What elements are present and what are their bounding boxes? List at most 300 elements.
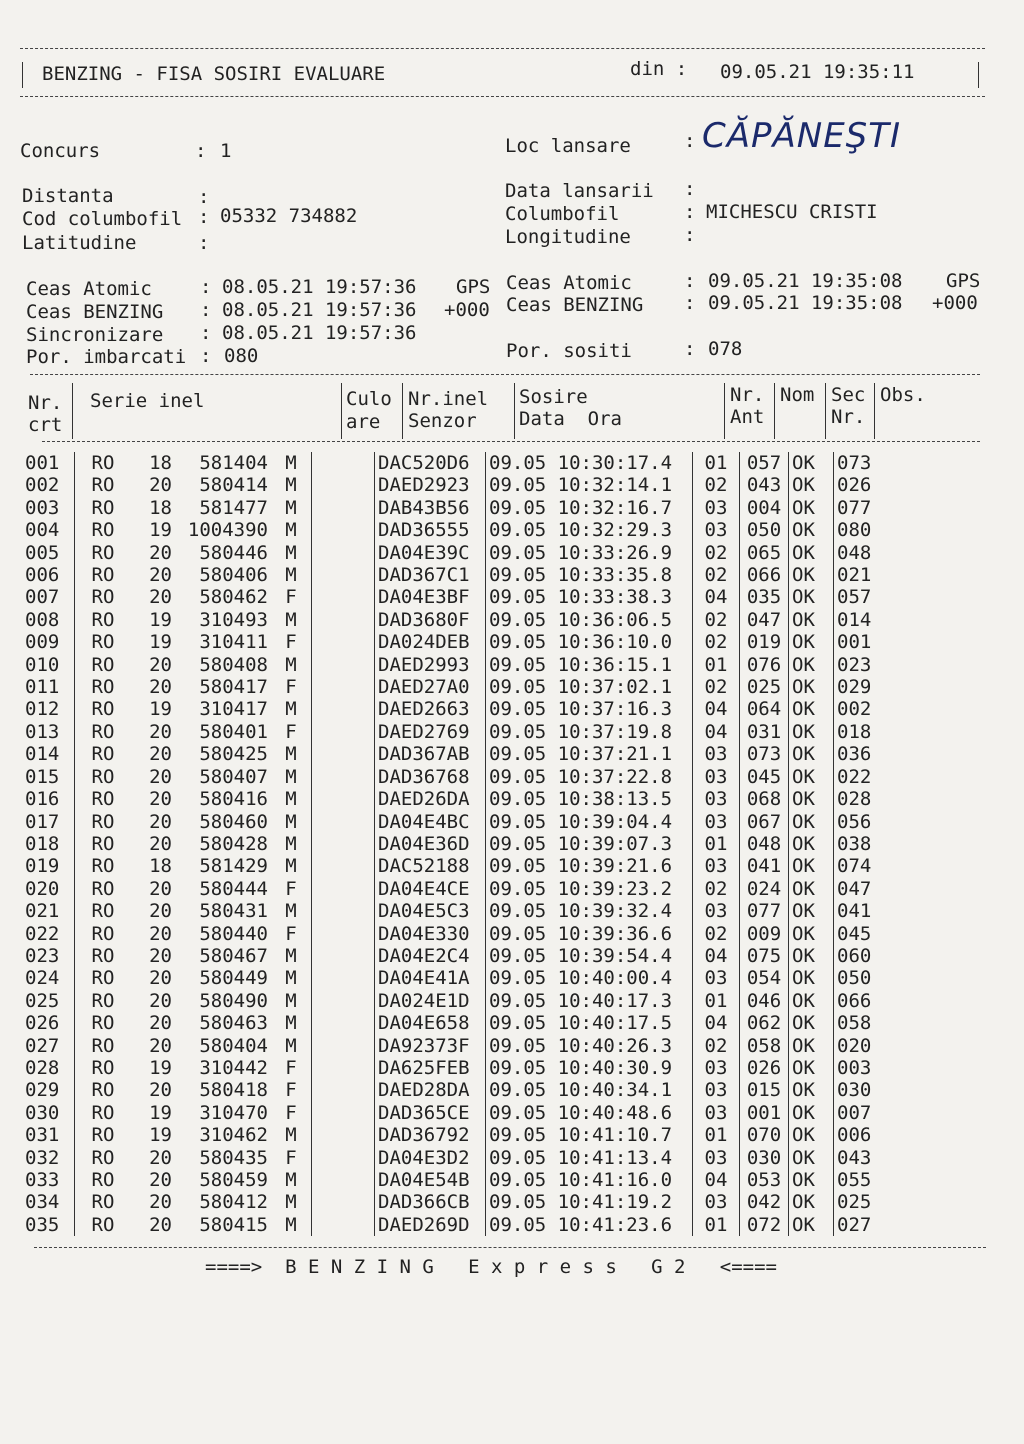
cell-sex: F [271,676,312,698]
cod-columbofil-sep: : [198,206,210,228]
cell-ring-number: 310442 [199,1056,268,1079]
cell-country: RO [91,877,115,900]
cell-nom: 066 [740,564,789,586]
cell-color [312,497,375,519]
cell-country: RO [91,698,115,721]
cell-antenna-nr: 03 [693,519,740,541]
cell-color [312,474,375,496]
cod-columbofil-label: Cod columbofil [22,208,183,230]
columbofil-value: MICHESCU CRISTI [706,201,878,223]
cell-obs: 045 [837,922,872,945]
cell-sec-nr: OK [789,923,834,945]
cell-sec-nr: OK [789,1035,834,1057]
cell-arrival-time: 09.05 10:40:48.6 [486,1102,693,1124]
cell-sex: M [271,1169,312,1191]
cell-sex: M [271,654,312,676]
cell-sex: M [271,497,312,519]
cell-nr-crt: 011 [22,676,75,698]
cell-year: 19 [149,698,172,721]
cell-sensor-ring: DA04E41A [375,967,486,989]
cell-antenna-nr: 01 [693,833,740,855]
cell-arrival-time: 09.05 10:33:38.3 [486,586,693,608]
cell-country: RO [91,1012,115,1035]
cell-ring-number: 580417 [199,676,268,699]
cell-country: RO [91,564,115,587]
cell-country: RO [91,608,115,631]
ceas-atomic-label-right: Ceas Atomic [506,272,632,294]
table-row [22,900,900,922]
table-row [22,990,900,1012]
cell-arrival-time: 09.05 10:36:06.5 [486,609,693,631]
cell-obs: 066 [837,989,872,1012]
cell-arrival-time: 09.05 10:37:21.1 [486,743,693,765]
cell-antenna-nr: 02 [693,474,740,496]
cell-sec-nr: OK [789,878,834,900]
cell-antenna-nr: 02 [693,1035,740,1057]
por-imbarcati-value: 080 [224,345,259,367]
concurs-value: 1 [220,140,232,162]
cell-sec-nr: OK [789,452,834,474]
col-sosire-2: Data Ora [519,408,622,430]
cell-ring-number: 581477 [199,496,268,519]
cell-nom: 067 [740,811,789,833]
cell-country: RO [91,653,115,676]
cell-year: 20 [149,676,172,699]
cell-ring-number: 580467 [199,944,268,967]
cell-sensor-ring: DA92373F [375,1035,486,1057]
cell-nr-crt: 001 [22,452,75,474]
cell-arrival-time: 09.05 10:40:30.9 [486,1057,693,1079]
cell-year: 20 [149,1012,172,1035]
cell-sex: M [271,788,312,810]
cell-color [312,967,375,989]
cell-antenna-nr: 03 [693,1057,740,1079]
din-label: din : [630,58,688,80]
cell-nr-crt: 032 [22,1147,75,1169]
cell-color [312,788,375,810]
col-culoare-1: Culo [346,388,392,410]
cell-ring-number: 580407 [199,765,268,788]
cell-sec-nr: OK [789,1191,834,1213]
cell-sex: F [271,631,312,653]
cell-sensor-ring: DAED26DA [375,788,486,810]
table-row [22,1169,900,1191]
header-divider-2 [341,383,342,439]
cell-sensor-ring: DA04E658 [375,1012,486,1034]
cell-ring-number: 310417 [199,698,268,721]
cell-sensor-ring: DA04E2C4 [375,945,486,967]
cell-color [312,1079,375,1101]
cell-color [312,676,375,698]
cell-antenna-nr: 02 [693,564,740,586]
cell-sensor-ring: DAC520D6 [375,452,486,474]
cell-nr-crt: 025 [22,990,75,1012]
cell-arrival-time: 09.05 10:33:35.8 [486,564,693,586]
title-border-bottom [20,96,985,97]
cell-sensor-ring: DAD366CB [375,1191,486,1213]
cell-sec-nr: OK [789,1124,834,1146]
cell-nom: 046 [740,990,789,1012]
cell-obs: 074 [837,855,872,878]
cell-sec-nr: OK [789,855,834,877]
cell-sec-nr: OK [789,1057,834,1079]
cell-antenna-nr: 02 [693,923,740,945]
cell-antenna-nr: 02 [693,609,740,631]
cell-color [312,878,375,900]
cell-nom: 065 [740,542,789,564]
longitudine-label: Longitudine [505,226,631,248]
cell-sex: M [271,474,312,496]
cell-antenna-nr: 02 [693,676,740,698]
cell-sex: F [271,1147,312,1169]
cell-antenna-nr: 03 [693,1191,740,1213]
cell-color [312,1102,375,1124]
cell-ring-number: 580435 [199,1146,268,1169]
table-row [22,631,900,653]
cell-sec-nr: OK [789,1102,834,1124]
ceas-benzing-label-right: Ceas BENZING [506,294,644,316]
cell-obs: 022 [837,765,872,788]
ceas-atomic-suffix-left: GPS [456,276,491,298]
cell-nom: 009 [740,923,789,945]
cell-sex: F [271,878,312,900]
cell-country: RO [91,810,115,833]
cell-nr-crt: 024 [22,967,75,989]
cell-country: RO [91,967,115,990]
cell-obs: 007 [837,1101,872,1124]
cell-sensor-ring: DA04E3BF [375,586,486,608]
cell-sensor-ring: DAED2663 [375,698,486,720]
ceas-benzing-label-left: Ceas BENZING [26,301,164,323]
cell-nom: 057 [740,452,789,474]
cell-color [312,1191,375,1213]
cell-country: RO [91,1034,115,1057]
ceas-benzing-value-left: 08.05.21 19:57:36 [222,299,417,321]
cell-ring-number: 580415 [199,1213,268,1236]
cell-ring-number: 310493 [199,608,268,631]
cell-nr-crt: 010 [22,654,75,676]
cell-year: 20 [149,877,172,900]
cell-ring-number: 580404 [199,1034,268,1057]
cell-sec-nr: OK [789,1147,834,1169]
table-row [22,676,900,698]
cell-obs: 058 [837,1012,872,1035]
cell-obs: 021 [837,564,872,587]
cell-arrival-time: 09.05 10:39:36.6 [486,923,693,945]
cell-sensor-ring: DAB43B56 [375,497,486,519]
cell-nr-crt: 021 [22,900,75,922]
col-nom: Nom [780,384,815,406]
cell-year: 20 [149,788,172,811]
cell-nom: 042 [740,1191,789,1213]
cell-sex: F [271,1079,312,1101]
loc-lansare-handwritten: CĂPĂNEŞTI [702,116,902,156]
cell-country: RO [91,1169,115,1191]
longitudine-sep: : [684,224,696,246]
cell-sex: M [271,766,312,788]
table-row [22,564,900,586]
cell-year: 20 [149,810,172,833]
cell-sensor-ring: DA04E54B [375,1169,486,1191]
cell-sex: M [271,811,312,833]
table-row [22,945,900,967]
cell-country: RO [91,788,115,811]
sincronizare-sep: : [200,322,212,344]
table-row [22,1102,900,1124]
cell-nom: 054 [740,967,789,989]
cell-nom: 072 [740,1214,789,1236]
cell-antenna-nr: 04 [693,698,740,720]
cell-color [312,1124,375,1146]
cell-country: RO [91,541,115,564]
cell-year: 20 [149,1034,172,1057]
cell-sex: M [271,1191,312,1213]
por-imbarcati-label: Por. imbarcati [26,346,187,368]
por-sositi-sep: : [684,338,696,360]
cell-ring-number: 580406 [199,564,268,587]
cell-year: 19 [149,1101,172,1124]
cell-sec-nr: OK [789,900,834,922]
ceas-benzing-suffix-left: +000 [444,299,490,321]
print-datetime: 09.05.21 19:35:11 [720,61,915,83]
cell-color [312,564,375,586]
cell-year: 18 [149,496,172,519]
cell-nr-crt: 017 [22,811,75,833]
cell-nr-crt: 013 [22,721,75,743]
col-nr-crt-2: crt [28,414,63,436]
loc-lansare-sep: : [684,130,696,152]
table-row [22,721,900,743]
cell-sensor-ring: DA625FEB [375,1057,486,1079]
cell-year: 18 [149,452,172,474]
table-row [22,878,900,900]
cell-sensor-ring: DAED2923 [375,474,486,496]
cell-sex: M [271,743,312,765]
cell-obs: 043 [837,1146,872,1169]
cell-sensor-ring: DA04E5C3 [375,900,486,922]
cell-sec-nr: OK [789,1214,834,1236]
cell-country: RO [91,631,115,654]
table-row [22,766,900,788]
cell-sec-nr: OK [789,967,834,989]
cell-year: 20 [149,653,172,676]
cell-nr-crt: 026 [22,1012,75,1034]
cell-country: RO [91,1101,115,1124]
table-row [22,698,900,720]
cell-color [312,1012,375,1034]
cell-sensor-ring: DA04E36D [375,833,486,855]
cell-nr-crt: 031 [22,1124,75,1146]
cell-color [312,1147,375,1169]
cell-nr-crt: 030 [22,1102,75,1124]
cell-year: 20 [149,564,172,587]
cell-ring-number: 580459 [199,1169,268,1191]
cell-ring-number: 580418 [199,1079,268,1102]
cell-nr-crt: 015 [22,766,75,788]
cell-nr-crt: 028 [22,1057,75,1079]
cell-arrival-time: 09.05 10:41:19.2 [486,1191,693,1213]
cell-antenna-nr: 03 [693,1102,740,1124]
cell-antenna-nr: 01 [693,452,740,474]
cell-color [312,743,375,765]
cell-sensor-ring: DAED269D [375,1214,486,1236]
cell-antenna-nr: 03 [693,497,740,519]
cell-sensor-ring: DAD3680F [375,609,486,631]
cell-sec-nr: OK [789,833,834,855]
cell-year: 20 [149,967,172,990]
cell-sex: M [271,855,312,877]
cell-sex: M [271,945,312,967]
cell-obs: 077 [837,496,872,519]
cell-nr-crt: 018 [22,833,75,855]
cell-obs: 020 [837,1034,872,1057]
cell-obs: 055 [837,1169,872,1191]
cell-sensor-ring: DAC52188 [375,855,486,877]
table-row [22,923,900,945]
cell-country: RO [91,496,115,519]
cell-color [312,698,375,720]
cell-nom: 076 [740,654,789,676]
cell-ring-number: 580401 [199,720,268,743]
cell-arrival-time: 09.05 10:41:16.0 [486,1169,693,1191]
cell-country: RO [91,922,115,945]
cell-year: 20 [149,900,172,923]
cell-arrival-time: 09.05 10:37:02.1 [486,676,693,698]
cell-nom: 035 [740,586,789,608]
cell-sex: F [271,721,312,743]
cell-sensor-ring: DA024DEB [375,631,486,653]
cell-nr-crt: 020 [22,878,75,900]
cell-sensor-ring: DAED28DA [375,1079,486,1101]
cell-obs: 014 [837,608,872,631]
cell-color [312,833,375,855]
table-row [22,1035,900,1057]
cell-color [312,1169,375,1191]
cell-arrival-time: 09.05 10:39:23.2 [486,878,693,900]
cell-sensor-ring: DA04E4BC [375,811,486,833]
cell-obs: 006 [837,1124,872,1147]
cell-color [312,811,375,833]
cell-country: RO [91,900,115,923]
table-row [22,497,900,519]
cell-nr-crt: 022 [22,923,75,945]
cell-country: RO [91,989,115,1012]
cell-arrival-time: 09.05 10:37:19.8 [486,721,693,743]
cell-sex: F [271,586,312,608]
cell-sex: M [271,564,312,586]
arrivals-table [22,452,900,1236]
cell-obs: 038 [837,832,872,855]
cell-nom: 030 [740,1147,789,1169]
cell-sex: M [271,1012,312,1034]
ceas-atomic-sep-right: : [684,270,696,292]
data-lansarii-sep: : [684,178,696,200]
cell-sex: M [271,542,312,564]
cell-ring-number: 580449 [199,967,268,990]
cell-sensor-ring: DA04E39C [375,542,486,564]
cell-nom: 073 [740,743,789,765]
cell-sec-nr: OK [789,788,834,810]
cell-arrival-time: 09.05 10:40:17.3 [486,990,693,1012]
cell-country: RO [91,765,115,788]
cell-year: 20 [149,720,172,743]
cell-nom: 058 [740,1035,789,1057]
cell-color [312,900,375,922]
cell-sensor-ring: DA024E1D [375,990,486,1012]
cell-year: 20 [149,586,172,609]
cell-nr-crt: 008 [22,609,75,631]
table-row [22,833,900,855]
col-sosire-1: Sosire [519,386,588,408]
cell-nom: 075 [740,945,789,967]
header-divider-8 [874,383,875,439]
table-row [22,519,900,541]
cell-nr-crt: 012 [22,698,75,720]
cell-ring-number: 580463 [199,1012,268,1035]
cell-sec-nr: OK [789,676,834,698]
cell-sensor-ring: DAED27A0 [375,676,486,698]
ceas-atomic-sep-left: : [200,276,212,298]
cell-nr-crt: 003 [22,497,75,519]
cell-color [312,990,375,1012]
columbofil-label: Columbofil [505,203,620,225]
header-divider-1 [72,383,73,439]
cell-arrival-time: 09.05 10:41:13.4 [486,1147,693,1169]
cell-arrival-time: 09.05 10:30:17.4 [486,452,693,474]
cell-color [312,721,375,743]
cell-color [312,923,375,945]
cell-ring-number: 580416 [199,788,268,811]
cell-arrival-time: 09.05 10:32:29.3 [486,519,693,541]
cell-obs: 073 [837,452,872,474]
cell-ring-number: 581429 [199,855,268,878]
cell-color [312,1035,375,1057]
cell-year: 20 [149,989,172,1012]
cell-color [312,654,375,676]
cell-nom: 043 [740,474,789,496]
cell-country: RO [91,1124,115,1147]
cell-arrival-time: 09.05 10:36:10.0 [486,631,693,653]
sincronizare-label: Sincronizare [26,324,164,346]
ceas-atomic-value-right: 09.05.21 19:35:08 [708,270,903,292]
cell-antenna-nr: 01 [693,654,740,676]
cell-arrival-time: 09.05 10:41:10.7 [486,1124,693,1146]
cell-country: RO [91,832,115,855]
cell-antenna-nr: 04 [693,945,740,967]
cell-obs: 030 [837,1079,872,1102]
cell-country: RO [91,1056,115,1079]
col-obs: Obs. [880,384,926,406]
cell-country: RO [91,519,115,542]
cell-obs: 056 [837,810,872,833]
cell-nr-crt: 033 [22,1169,75,1191]
cell-arrival-time: 09.05 10:39:21.6 [486,855,693,877]
cell-ring-number: 580412 [199,1191,268,1214]
cell-ring-number: 580440 [199,922,268,945]
cell-year: 20 [149,922,172,945]
por-sositi-value: 078 [708,338,743,360]
cell-color [312,1214,375,1236]
cell-antenna-nr: 03 [693,766,740,788]
col-nr-ant-2: Ant [730,406,765,428]
cell-arrival-time: 09.05 10:39:54.4 [486,945,693,967]
cell-country: RO [91,855,115,878]
cell-sensor-ring: DAD367AB [375,743,486,765]
cell-country: RO [91,1213,115,1236]
table-header-rule [42,441,980,442]
cell-ring-number: 580446 [199,541,268,564]
cell-sec-nr: OK [789,1012,834,1034]
